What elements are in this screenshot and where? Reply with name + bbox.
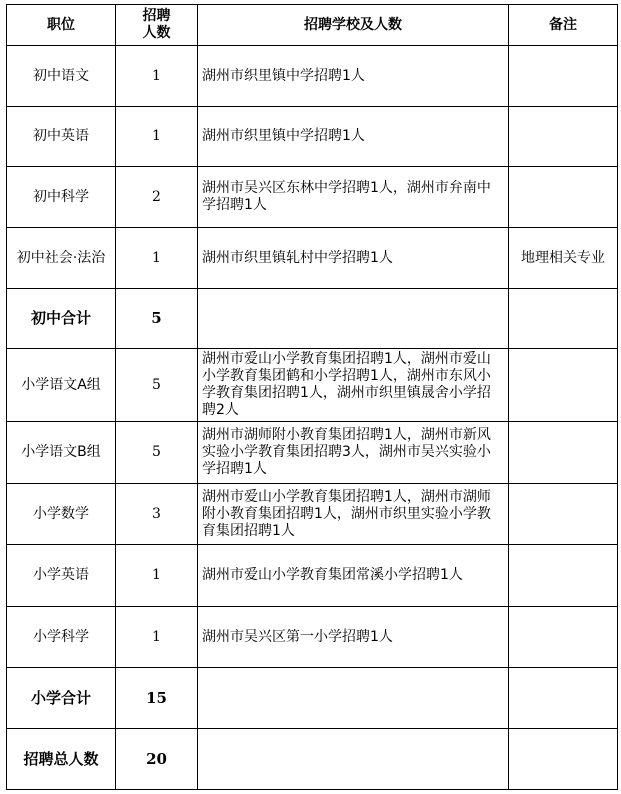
- note-cell: [509, 167, 618, 228]
- schools-cell: 湖州市织里镇中学招聘1人: [198, 107, 509, 167]
- position-cell: 初中社会·法治: [7, 228, 116, 289]
- table-row: [7, 484, 618, 545]
- position-cell: 初中英语: [7, 107, 116, 167]
- table-row: [7, 107, 618, 167]
- position-cell: 小学语文A组: [7, 349, 116, 422]
- table-row: [7, 167, 618, 228]
- position-cell: 招聘总人数: [7, 729, 116, 790]
- position-cell: 初中语文: [7, 46, 116, 107]
- schools-cell: 湖州市织里镇轧村中学招聘1人: [198, 228, 509, 289]
- note-cell: [509, 545, 618, 607]
- schools-cell: 湖州市爱山小学教育集团招聘1人，湖州市爱山小学教育集团鹤和小学招聘1人，湖州市东风小学教育集团招聘1人，湖州市织里镇晟舍小学招聘2人: [198, 349, 509, 422]
- count-cell: 5: [116, 422, 198, 484]
- header-schools: 招聘学校及人数: [198, 5, 509, 46]
- schools-cell: 湖州市吴兴区东林中学招聘1人，湖州市弁南中学招聘1人: [198, 167, 509, 228]
- schools-cell: [198, 729, 509, 790]
- position-cell: 小学英语: [7, 545, 116, 607]
- header-position: 职位: [7, 5, 116, 46]
- count-cell: 5: [116, 349, 198, 422]
- position-cell: 初中合计: [7, 289, 116, 349]
- header-count: 招聘 人数: [116, 5, 198, 46]
- table-row: [7, 545, 618, 607]
- note-cell: [509, 729, 618, 790]
- table-row: [7, 46, 618, 107]
- grand-total-row: [7, 729, 618, 790]
- note-cell: [509, 422, 618, 484]
- schools-cell: [198, 289, 509, 349]
- count-cell: 1: [116, 228, 198, 289]
- table-row: [7, 607, 618, 668]
- count-cell: 3: [116, 484, 198, 545]
- note-cell: 地理相关专业: [509, 228, 618, 289]
- schools-cell: 湖州市湖师附小教育集团招聘1人，湖州市新风实验小学教育集团招聘3人，湖州市吴兴实验小学招聘1人: [198, 422, 509, 484]
- schools-cell: 湖州市爱山小学教育集团常溪小学招聘1人: [198, 545, 509, 607]
- subtotal-row: [7, 289, 618, 349]
- note-cell: [509, 484, 618, 545]
- subtotal-row: [7, 668, 618, 729]
- table-row: [7, 349, 618, 422]
- note-cell: [509, 107, 618, 167]
- position-cell: 小学语文B组: [7, 422, 116, 484]
- table-row: [7, 422, 618, 484]
- count-cell: 2: [116, 167, 198, 228]
- count-cell: 1: [116, 545, 198, 607]
- count-cell: 1: [116, 107, 198, 167]
- schools-cell: 湖州市吴兴区第一小学招聘1人: [198, 607, 509, 668]
- table-row: [7, 228, 618, 289]
- position-cell: 小学数学: [7, 484, 116, 545]
- note-cell: [509, 668, 618, 729]
- schools-cell: 湖州市织里镇中学招聘1人: [198, 46, 509, 107]
- note-cell: [509, 289, 618, 349]
- count-cell: 20: [116, 729, 198, 790]
- position-cell: 初中科学: [7, 167, 116, 228]
- header-note: 备注: [509, 5, 618, 46]
- note-cell: [509, 607, 618, 668]
- count-cell: 1: [116, 46, 198, 107]
- note-cell: [509, 46, 618, 107]
- schools-cell: 湖州市爱山小学教育集团招聘1人，湖州市湖师附小教育集团招聘1人，湖州市织里实验小学教育集团招聘1人: [198, 484, 509, 545]
- position-cell: 小学科学: [7, 607, 116, 668]
- position-cell: 小学合计: [7, 668, 116, 729]
- schools-cell: [198, 668, 509, 729]
- table-header-row: [7, 5, 618, 46]
- note-cell: [509, 349, 618, 422]
- recruitment-table: [6, 4, 618, 790]
- count-cell: 1: [116, 607, 198, 668]
- count-cell: 15: [116, 668, 198, 729]
- count-cell: 5: [116, 289, 198, 349]
